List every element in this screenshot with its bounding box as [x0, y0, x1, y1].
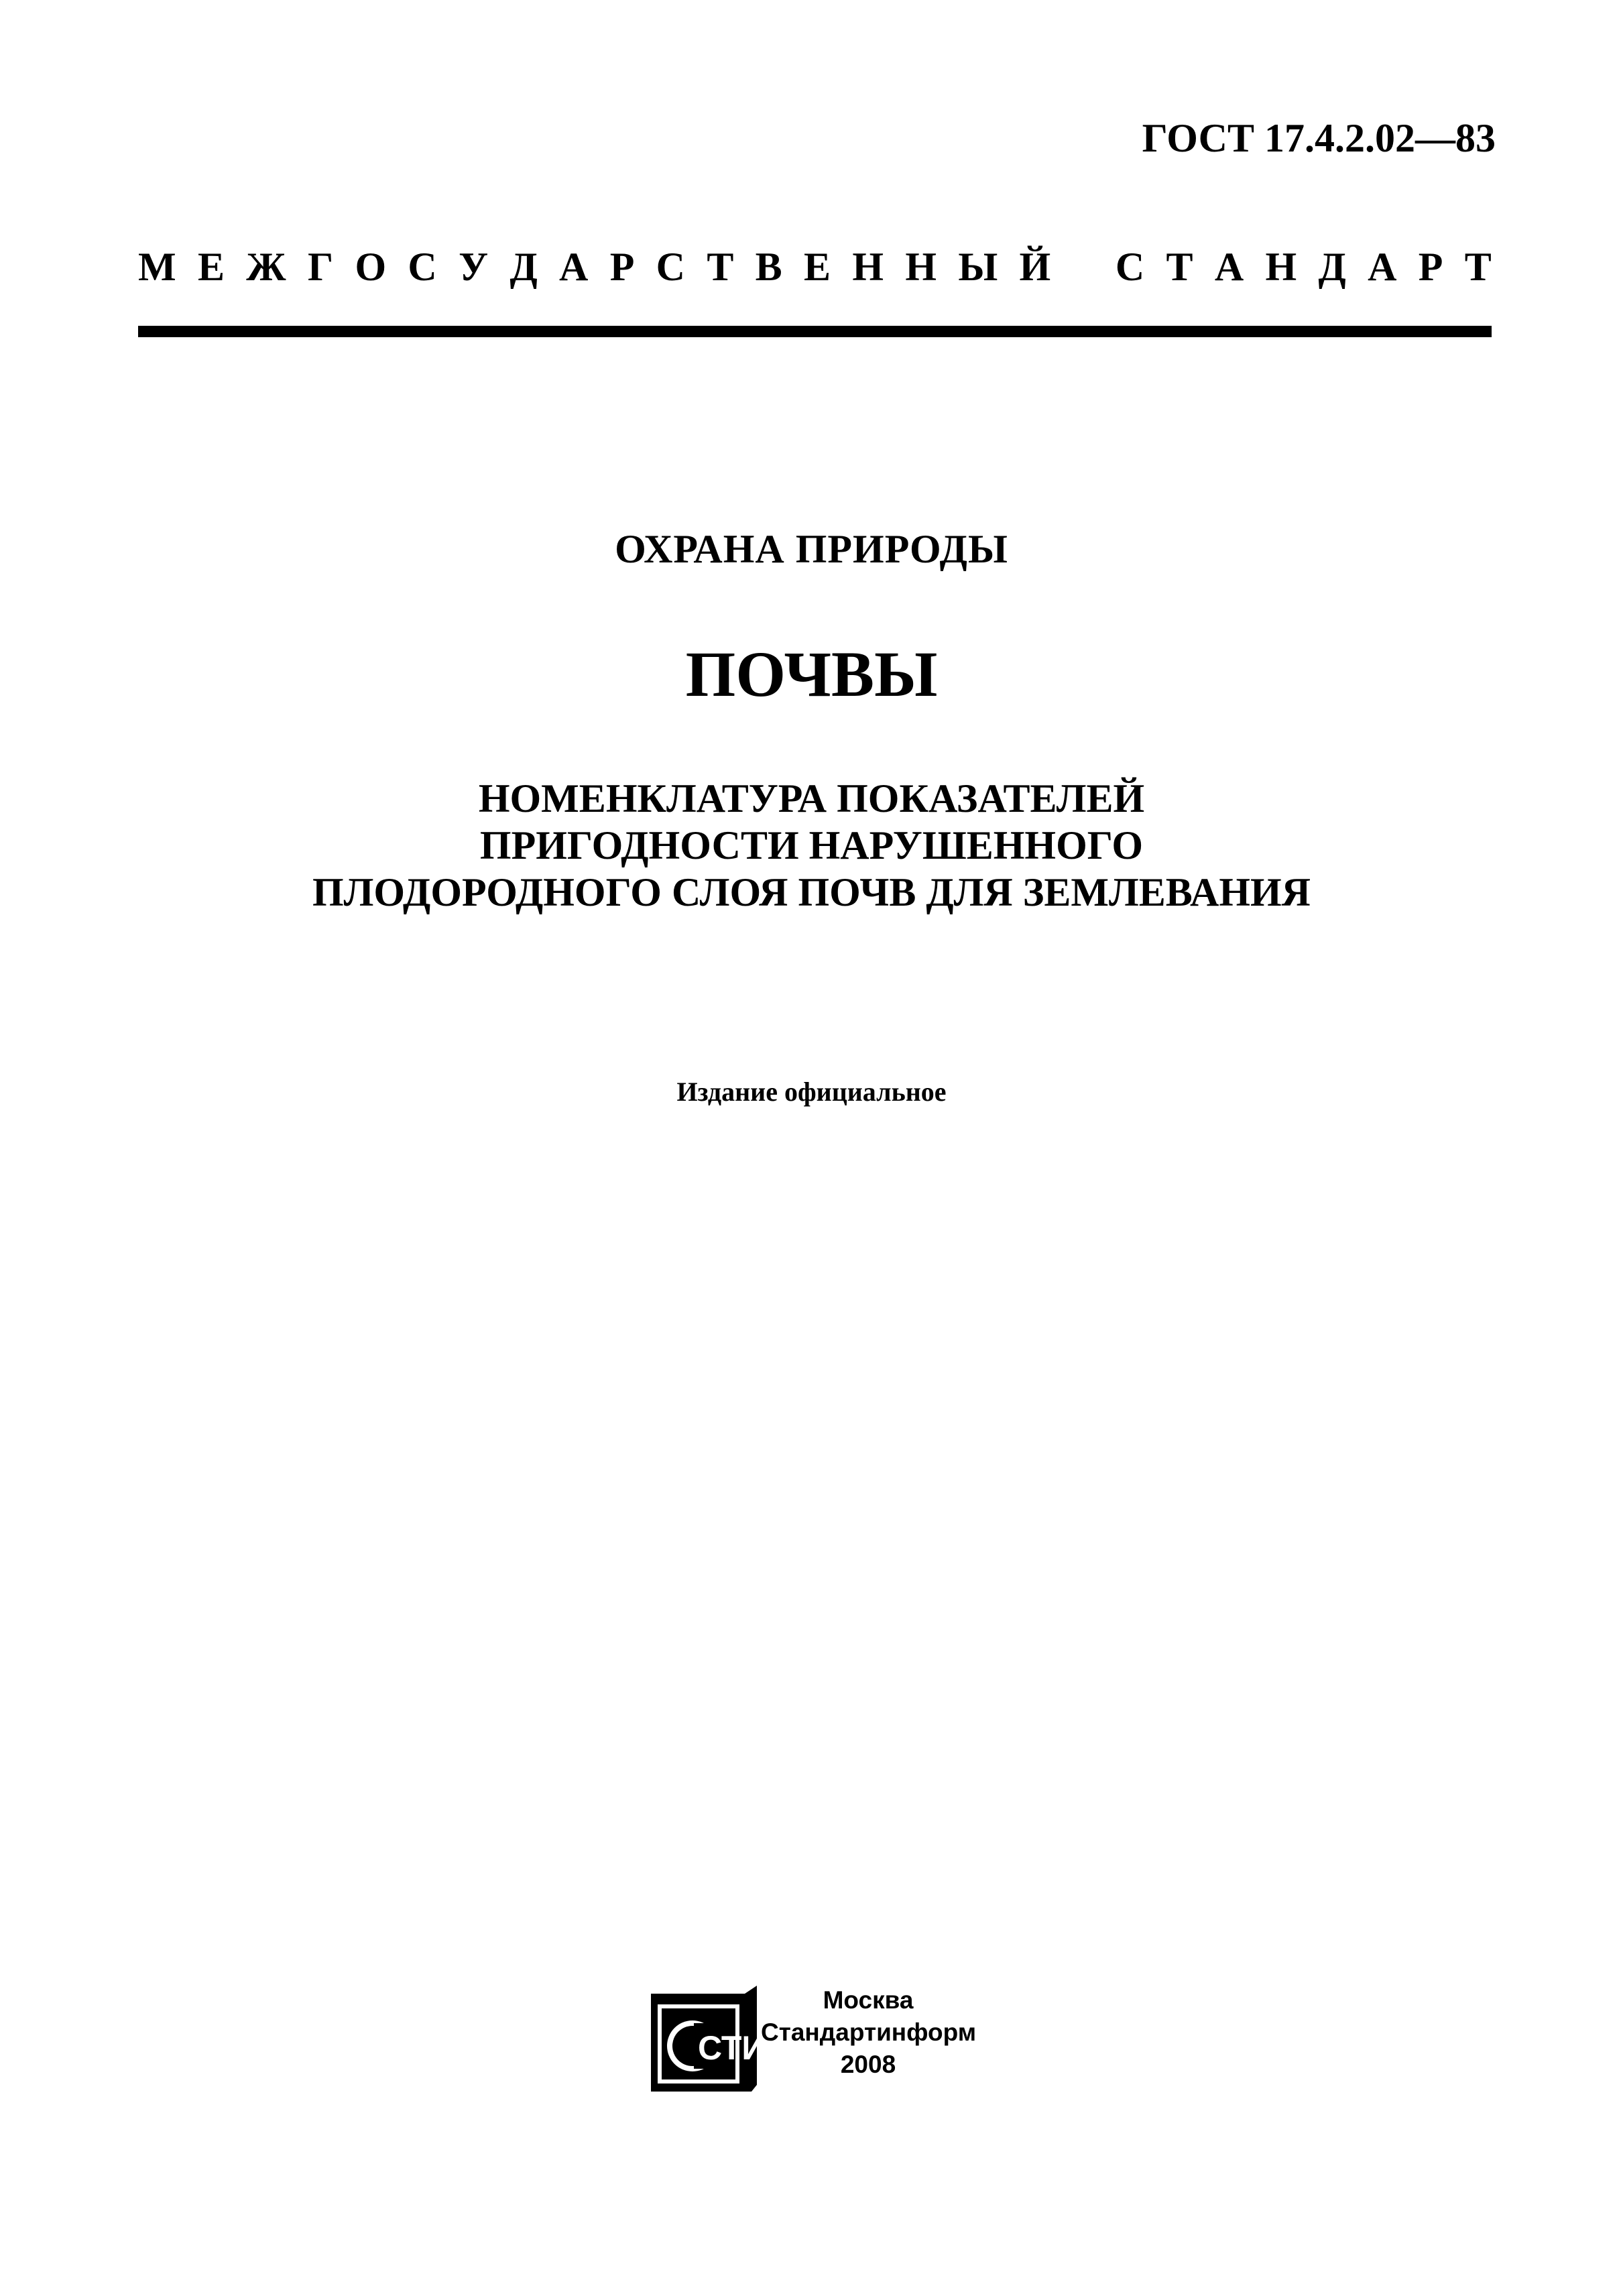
- standartinform-logo-icon: [644, 1984, 766, 2098]
- document-number: ГОСТ 17.4.2.02—83: [1142, 116, 1496, 160]
- main-title: ПОЧВЫ: [685, 638, 938, 710]
- header-rule: [138, 326, 1492, 337]
- standard-type-letter: Д: [1318, 245, 1346, 289]
- group-title: ОХРАНА ПРИРОДЫ: [615, 527, 1008, 571]
- subtitle: [0, 775, 1623, 916]
- standard-type-letter: Р: [1418, 245, 1443, 289]
- standard-type-letter: Е: [197, 245, 225, 289]
- standard-type-letter: Р: [609, 245, 635, 289]
- standard-type-letter: М: [138, 245, 176, 289]
- standard-type-letter: С: [408, 245, 437, 289]
- standard-type-letter: Т: [1464, 245, 1492, 289]
- publisher-block: [761, 1984, 975, 2081]
- standard-type-letter: Н: [852, 245, 884, 289]
- standard-type-letter: Г: [307, 245, 334, 289]
- standard-type-letter: Н: [905, 245, 937, 289]
- standard-type-letter: Н: [1265, 245, 1297, 289]
- standard-type-letter: В: [755, 245, 782, 289]
- standard-type-letter: Ы: [958, 245, 998, 289]
- standard-type-letter: А: [559, 245, 589, 289]
- standard-type-letter: С: [656, 245, 685, 289]
- subtitle-line-1: НОМЕНКЛАТУРА ПОКАЗАТЕЛЕЙ: [478, 776, 1145, 821]
- publisher-city: Москва: [823, 1986, 914, 2014]
- standard-type-letter: Т: [707, 245, 734, 289]
- standard-type-heading: [138, 244, 1492, 290]
- standard-type-letter: С: [1115, 245, 1145, 289]
- standard-type-letter: Й: [1019, 245, 1051, 289]
- standard-type-letter: А: [1214, 245, 1244, 289]
- edition-label: Издание официальное: [676, 1077, 947, 1107]
- standard-type-letter: У: [459, 245, 489, 289]
- subtitle-line-3: ПЛОДОРОДНОГО СЛОЯ ПОЧВ ДЛЯ ЗЕМЛЕВАНИЯ: [312, 870, 1311, 914]
- logo-text: СТИ: [698, 2029, 766, 2067]
- standard-type-letter: Ж: [246, 245, 286, 289]
- standard-type-letter: Т: [1166, 245, 1193, 289]
- standard-type-word-gap: [1073, 244, 1094, 290]
- standard-type-letter: Д: [509, 245, 538, 289]
- standard-type-letter: А: [1368, 245, 1397, 289]
- publisher-year: 2008: [840, 2051, 896, 2078]
- publisher-name: Стандартинформ: [761, 2018, 977, 2046]
- standard-type-letter: О: [355, 245, 387, 289]
- subtitle-line-2: ПРИГОДНОСТИ НАРУШЕННОГО: [479, 823, 1144, 867]
- standard-type-letter: Е: [804, 245, 831, 289]
